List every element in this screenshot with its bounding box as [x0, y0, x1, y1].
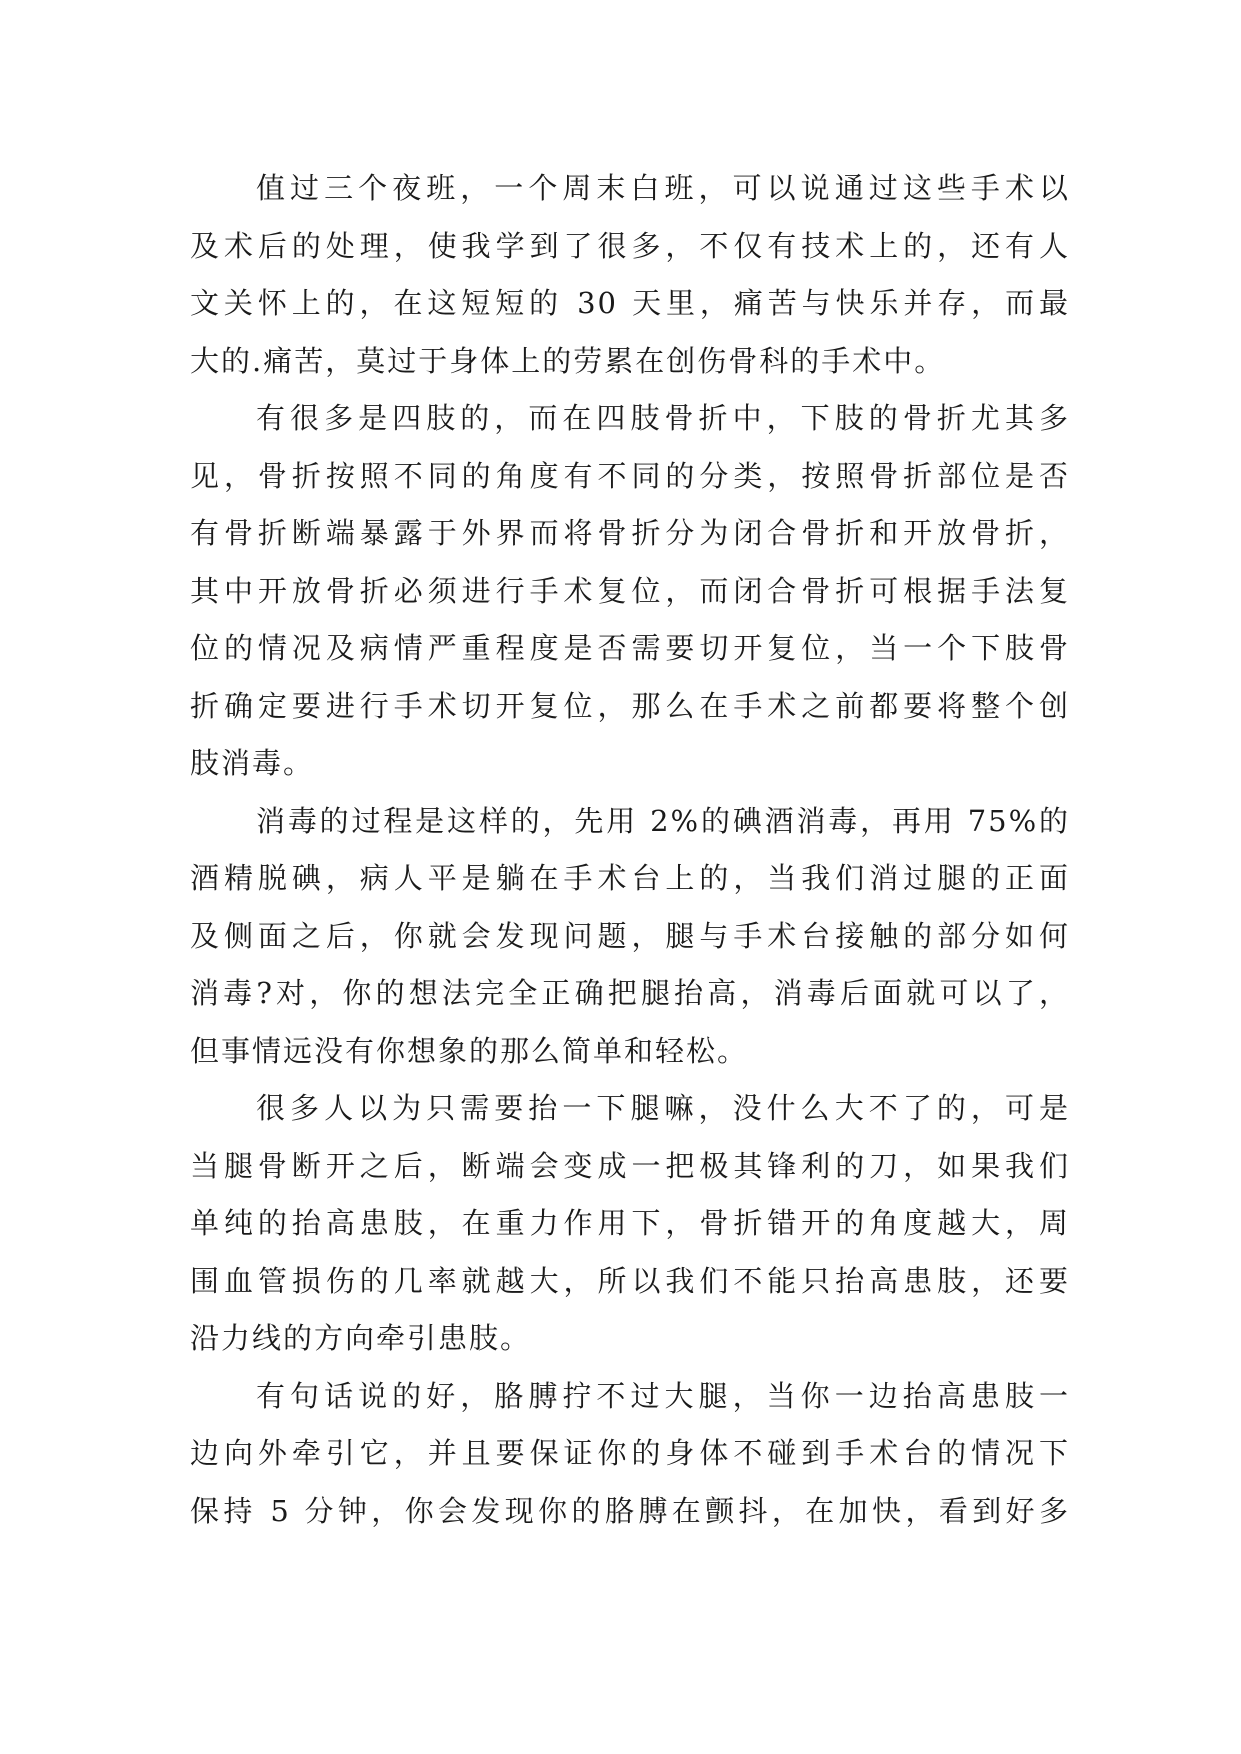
- body-text: [190, 160, 1070, 1540]
- text-line: 酒精脱碘，病人平是躺在手术台上的，当我们消过腿的正面: [190, 861, 1070, 895]
- paragraph-1: [190, 160, 1070, 390]
- text-line: 围血管损伤的几率就越大，所以我们不能只抬高患肢，还要: [190, 1263, 1070, 1298]
- paragraph-2: [190, 390, 1070, 793]
- text-line: 消毒的过程是这样的，先用 2%的碘酒消毒，再用 75%的: [256, 803, 1070, 838]
- text-line: 文关怀上的，在这短短的 30 天里，痛苦与快乐并存，而最: [190, 286, 1070, 320]
- text-line: 其中开放骨折必须进行手术复位，而闭合骨折可根据手法复: [190, 573, 1070, 608]
- text-line: 保持 5 分钟，你会发现你的胳膊在颤抖，在加快，看到好多: [190, 1493, 1070, 1528]
- paragraph-4: [190, 1080, 1070, 1368]
- text-line: 见，骨折按照不同的角度有不同的分类，按照骨折部位是否: [190, 458, 1070, 493]
- text-line: 有很多是四肢的，而在四肢骨折中，下肢的骨折尤其多: [256, 401, 1070, 435]
- text-line: 有骨折断端暴露于外界而将骨折分为闭合骨折和开放骨折，: [190, 516, 1070, 550]
- text-line: 位的情况及病情严重程度是否需要切开复位，当一个下肢骨: [190, 631, 1070, 665]
- paragraph-5: [190, 1368, 1070, 1541]
- text-line: 沿力线的方向牵引患肢。: [190, 1321, 532, 1355]
- text-line: 肢消毒。: [190, 746, 315, 780]
- text-line: 有句话说的好，胳膊拧不过大腿，当你一边抬高患肢一: [256, 1378, 1070, 1413]
- text-line: 当腿骨断开之后，断端会变成一把极其锋利的刀，如果我们: [190, 1148, 1070, 1183]
- text-line: 大的.痛苦，莫过于身体上的劳累在创伤骨科的手术中。: [190, 343, 946, 378]
- text-line: 值过三个夜班，一个周末白班，可以说通过这些手术以: [256, 171, 1070, 205]
- text-line: 很多人以为只需要抬一下腿嘛，没什么大不了的，可是: [256, 1091, 1070, 1125]
- text-line: 但事情远没有你想象的那么简单和轻松。: [190, 1033, 749, 1068]
- text-line: 消毒?对，你的想法完全正确把腿抬高，消毒后面就可以了，: [190, 976, 1070, 1010]
- text-line: 折确定要进行手术切开复位，那么在手术之前都要将整个创: [190, 688, 1070, 723]
- text-line: 及侧面之后，你就会发现问题，腿与手术台接触的部分如何: [190, 918, 1070, 953]
- text-line: 及术后的处理，使我学到了很多，不仅有技术上的，还有人: [190, 228, 1070, 263]
- text-line: 边向外牵引它，并且要保证你的身体不碰到手术台的情况下: [190, 1436, 1070, 1470]
- text-line: 单纯的抬高患肢，在重力作用下，骨折错开的角度越大，周: [190, 1206, 1070, 1240]
- paragraph-3: [190, 793, 1070, 1081]
